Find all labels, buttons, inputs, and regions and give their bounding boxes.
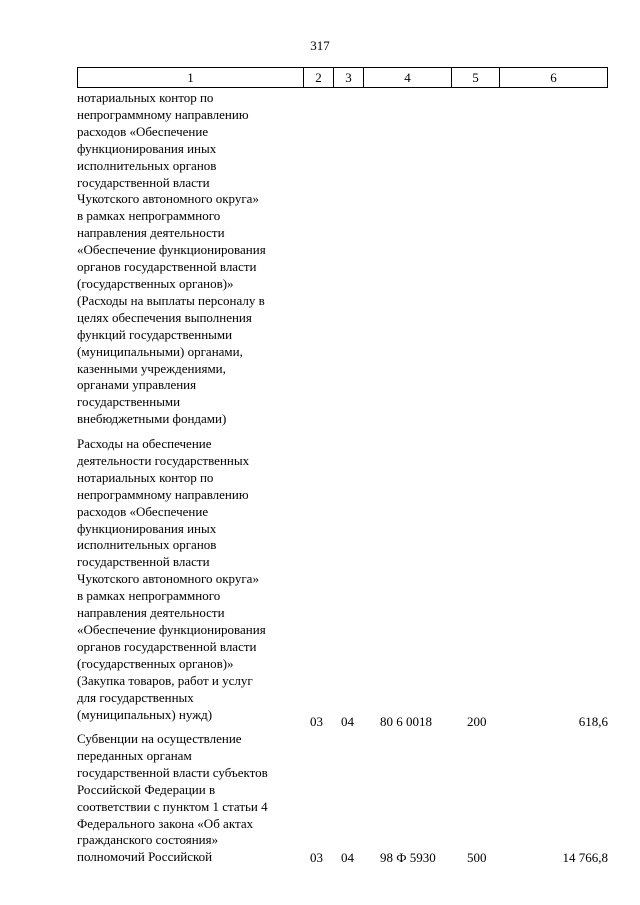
text-line: Российской Федерации в	[77, 781, 216, 797]
text-line: функционирования иных	[77, 520, 217, 536]
row-1-col-6: 618,6	[578, 714, 608, 729]
text-line: нотариальных контор по	[77, 90, 214, 105]
text-line: переданных органам	[77, 747, 192, 763]
table-row-1	[0, 713, 640, 730]
text-line: для государственных	[77, 689, 194, 705]
text-line: функционирования иных	[77, 140, 217, 156]
header-col-1: 1	[78, 68, 304, 88]
text-line: (государственных органов)»	[77, 275, 234, 291]
text-line: исполнительных органов	[77, 537, 217, 553]
header-col-3: 3	[334, 68, 364, 88]
text-line: Чукотского автономного округа»	[77, 191, 259, 207]
row-1-col-5: 200	[467, 714, 487, 729]
text-line: деятельности государственных	[77, 452, 250, 468]
row-1-col-4: 80 6 0018	[380, 714, 432, 729]
text-line: непрограммному направлению	[77, 106, 249, 122]
text-line: государственной власти	[77, 174, 210, 190]
text-line: «Обеспечение функционирования	[77, 621, 266, 637]
text-line: органов государственной власти	[77, 638, 257, 654]
text-line: государственной власти субъектов	[77, 764, 268, 780]
text-line: непрограммному направлению	[77, 486, 249, 502]
text-line: Чукотского автономного округа»	[77, 571, 259, 587]
text-line: расходов «Обеспечение	[77, 503, 209, 519]
text-line: государственной власти	[77, 554, 210, 570]
text-line: направления деятельности	[77, 225, 225, 241]
row-2-col-2: 03	[310, 850, 323, 865]
row-description-3	[77, 731, 268, 866]
row-1-col-2: 03	[310, 714, 323, 729]
text-line: гражданского состояния»	[77, 832, 219, 848]
text-line: полномочий Российской	[77, 849, 213, 865]
row-description-2	[77, 436, 266, 723]
text-line: (муниципальными) органами,	[77, 343, 243, 359]
text-line: в рамках непрограммного	[77, 208, 221, 224]
text-line: в рамках непрограммного	[77, 588, 221, 604]
table-row-2	[0, 849, 640, 866]
row-2-col-5: 500	[467, 850, 487, 865]
text-line: функций государственными	[77, 326, 233, 342]
text-line: органами управления	[77, 377, 197, 393]
text-line: Субвенции на осуществление	[77, 731, 242, 746]
header-col-2: 2	[304, 68, 334, 88]
text-line: «Обеспечение функционирования	[77, 242, 266, 258]
text-line: целях обеспечения выполнения	[77, 309, 252, 325]
row-2-col-4: 98 Ф 5930	[380, 850, 436, 865]
row-1-col-3: 04	[341, 714, 354, 729]
header-col-6: 6	[500, 68, 608, 88]
row-2-col-3: 04	[341, 850, 354, 865]
header-col-4: 4	[364, 68, 452, 88]
row-description-1	[77, 90, 266, 428]
text-line: казенными учреждениями,	[77, 360, 226, 376]
text-line: внебюджетными фондами)	[77, 411, 227, 427]
text-line: государственными	[77, 394, 181, 410]
text-line: (Расходы на выплаты персоналу в	[77, 292, 265, 308]
text-line: (Закупка товаров, работ и услуг	[77, 672, 253, 688]
header-col-5: 5	[452, 68, 500, 88]
text-line: расходов «Обеспечение	[77, 123, 209, 139]
text-line: органов государственной власти	[77, 259, 257, 275]
text-line: направления деятельности	[77, 605, 225, 621]
text-line: (муниципальных) нужд)	[77, 706, 213, 722]
row-2-col-6: 14 766,8	[562, 850, 608, 865]
table-header	[77, 67, 608, 88]
text-line: исполнительных органов	[77, 157, 217, 173]
text-line: Федерального закона «Об актах	[77, 815, 254, 831]
text-line: нотариальных контор по	[77, 469, 214, 485]
text-line: (государственных органов)»	[77, 655, 234, 671]
text-line: Расходы на обеспечение	[77, 436, 212, 451]
header-row	[78, 68, 608, 88]
text-line: соответствии с пунктом 1 статьи 4	[77, 798, 268, 814]
page-number: 317	[310, 38, 330, 53]
